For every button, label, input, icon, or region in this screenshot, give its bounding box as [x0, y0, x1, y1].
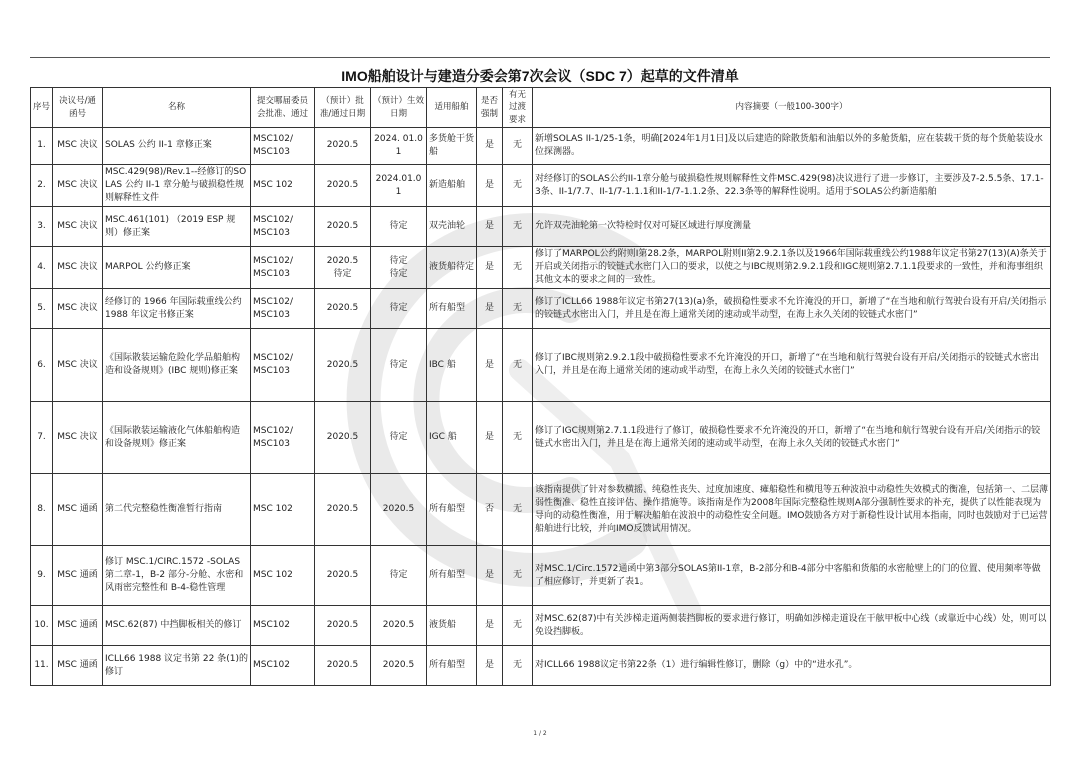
cell-mandatory: 是 [477, 128, 503, 165]
cell-res: MSC 决议 [53, 402, 103, 474]
col-header-seq: 序号 [31, 88, 53, 128]
cell-name: 修订 MSC.1/CIRC.1572 -SOLAS 第二章-1，B-2 部分-分舱、水密和风雨密完整性和 B-4-稳性管理 [103, 546, 251, 606]
cell-summary: 修订了IBC规则第2.9.2.1段中破损稳性要求不允许淹没的开口，新增了“在当地和航行驾驶台设有开启/关闭指示的铰链式水密出入门，并且是在海上通常关闭的速动或半动型，在海上永久关闭的铰链式水密门” [533, 329, 1051, 402]
cell-approve: 2020.5 [315, 207, 371, 247]
table-row [31, 247, 1051, 289]
cell-effective: 2024. 01.01 [371, 128, 427, 165]
cell-effective: 待定 [371, 402, 427, 474]
cell-ship: 所有船型 [427, 546, 477, 606]
cell-approve: 2020.5 [315, 329, 371, 402]
cell-transition: 无 [503, 606, 533, 646]
cell-mandatory: 是 [477, 207, 503, 247]
cell-approve: 2020.5 [315, 165, 371, 207]
cell-summary: 修订了IGC规则第2.7.1.1段进行了修订，破损稳性要求不允许淹没的开口，新增了“在当地和航行驾驶台设有开启/关闭指示的铰链式水密出入门，并且是在海上通常关闭的速动或半动型，在海上永久关闭的铰链式水密门” [533, 402, 1051, 474]
cell-name: MSC.62(87) 中挡脚板相关的修订 [103, 606, 251, 646]
cell-name: 《国际散装运输危险化学品船舶构造和设备规则》(IBC 规则)修正案 [103, 329, 251, 402]
cell-transition: 无 [503, 546, 533, 606]
cell-ship: IGC 船 [427, 402, 477, 474]
cell-committee: MSC102/ MSC103 [251, 207, 315, 247]
cell-ship: 液货船 [427, 606, 477, 646]
cell-summary: 对MSC.62(87)中有关涉梯走道两侧装挡脚板的要求进行修订，明确如涉梯走道设在干舷甲板中心线（或靠近中心线）处，则可以免设挡脚板。 [533, 606, 1051, 646]
cell-committee: MSC102/ MSC103 [251, 329, 315, 402]
cell-effective: 待定 [371, 289, 427, 329]
cell-mandatory: 否 [477, 474, 503, 546]
cell-seq: 5. [31, 289, 53, 329]
cell-mandatory: 是 [477, 289, 503, 329]
cell-seq: 4. [31, 247, 53, 289]
cell-seq: 1. [31, 128, 53, 165]
cell-res: MSC 决议 [53, 165, 103, 207]
table-row [31, 289, 1051, 329]
cell-effective: 2020.5 [371, 606, 427, 646]
col-header-summary: 内容摘要（一般100-300字） [533, 88, 1051, 128]
cell-name: 第二代完整稳性衡准暂行指南 [103, 474, 251, 546]
cell-summary: 对ICLL66 1988议定书第22条（1）进行编辑性修订，删除（g）中的“进水孔”。 [533, 646, 1051, 686]
cell-summary: 修订了ICLL66 1988年议定书第27(13)(a)条，破损稳性要求不允许淹没的开口，新增了“在当地和航行驾驶台设有开启/关闭指示的铰链式水密出入门，并且是在海上通常关闭的速动或半动型，在海上永久关闭的铰链式水密门” [533, 289, 1051, 329]
cell-summary: 对经修订的SOLAS公约II-1章分舱与破损稳性规则解释性文件MSC.429(98)决议进行了进一步修订，主要涉及7-2.5.5条、17.1-3条、II-1/7.7、II-1/7-1.1.1和II-1/7-1.1.2条、22.3条等的解释性说明。适用于SOLAS公约新造船舶 [533, 165, 1051, 207]
cell-ship: 所有船型 [427, 474, 477, 546]
cell-res: MSC 决议 [53, 289, 103, 329]
cell-summary: 新增SOLAS II-1/25-1条，明确[2024年1月1日]及以后建造的除散货船和油船以外的多舱货船，应在装载干货的每个货舱装设水位探测器。 [533, 128, 1051, 165]
cell-summary: 修订了MARPOL公约附则I第28.2条，MARPOL附则II第2.9.2.1条以及1966年国际载重线公约1988年议定书第27(13)(A)条关于开启或关闭指示的铰链式水密门入口的要求，以使之与IBC规则第2.9.2.1段和IGC规则第2.7.1.1段要求的一致性，并和海事组织其他文本的要求之间的一致性。 [533, 247, 1051, 289]
cell-seq: 2. [31, 165, 53, 207]
cell-approve: 2020.5 [315, 646, 371, 686]
table-row [31, 606, 1051, 646]
col-header-approve: （预计）批准/通过日期 [315, 88, 371, 128]
cell-approve: 2020.5 待定 [315, 247, 371, 289]
cell-mandatory: 是 [477, 606, 503, 646]
cell-ship: IBC 船 [427, 329, 477, 402]
cell-committee: MSC 102 [251, 474, 315, 546]
col-header-name: 名称 [103, 88, 251, 128]
col-header-effective: （预计）生效日期 [371, 88, 427, 128]
cell-summary: 该指南提供了针对参数横摇、纯稳性丧失、过度加速度、瘫船稳性和横甩等五种波浪中动稳性失效模式的衡准，包括第一、二层薄弱性衡准、稳性直接评估、操作措施等。该指南是作为2008年国际完整稳性规则A部分强制性要求的补充，提供了以性能表现为导向的动稳性衡准，用于解决船舶在波浪中的动稳性安全问题。IMO鼓励各方对于新稳性设计试用本指南，同时也鼓励对于已运营船舶进行比较，并向IMO反馈试用情况。 [533, 474, 1051, 546]
cell-mandatory: 是 [477, 329, 503, 402]
cell-effective: 待定 [371, 329, 427, 402]
table-row [31, 207, 1051, 247]
cell-approve: 2020.5 [315, 474, 371, 546]
table-row [31, 128, 1051, 165]
cell-res: MSC 通函 [53, 546, 103, 606]
cell-approve: 2020.5 [315, 402, 371, 474]
table-row [31, 646, 1051, 686]
cell-transition: 无 [503, 474, 533, 546]
cell-seq: 8. [31, 474, 53, 546]
cell-ship: 双壳油轮 [427, 207, 477, 247]
cell-res: MSC 通函 [53, 646, 103, 686]
cell-name: MARPOL 公约修正案 [103, 247, 251, 289]
cell-committee: MSC102 [251, 606, 315, 646]
cell-seq: 6. [31, 329, 53, 402]
table-row [31, 546, 1051, 606]
cell-seq: 7. [31, 402, 53, 474]
cell-transition: 无 [503, 207, 533, 247]
cell-effective: 2024.01.01 [371, 165, 427, 207]
table-row [31, 474, 1051, 546]
cell-committee: MSC102/ MSC103 [251, 402, 315, 474]
document-table [30, 87, 1051, 686]
cell-mandatory: 是 [477, 247, 503, 289]
cell-name: 《国际散装运输液化气体船舶构造和设备规则》修正案 [103, 402, 251, 474]
table-row [31, 329, 1051, 402]
table-row [31, 165, 1051, 207]
cell-approve: 2020.5 [315, 289, 371, 329]
cell-effective: 2020.5 [371, 646, 427, 686]
cell-approve: 2020.5 [315, 546, 371, 606]
cell-approve: 2020.5 [315, 606, 371, 646]
cell-mandatory: 是 [477, 165, 503, 207]
cell-seq: 3. [31, 207, 53, 247]
cell-committee: MSC 102 [251, 546, 315, 606]
cell-transition: 无 [503, 646, 533, 686]
header-row [31, 88, 1051, 128]
cell-transition: 无 [503, 329, 533, 402]
cell-committee: MSC102 [251, 646, 315, 686]
cell-res: MSC 决议 [53, 329, 103, 402]
cell-res: MSC 通函 [53, 474, 103, 546]
cell-committee: MSC102/ MSC103 [251, 128, 315, 165]
cell-ship: 液货船待定 [427, 247, 477, 289]
cell-ship: 多货舱干货船 [427, 128, 477, 165]
cell-res: MSC 通函 [53, 606, 103, 646]
col-header-mandatory: 是否强制 [477, 88, 503, 128]
cell-transition: 无 [503, 247, 533, 289]
page-number: 1 / 2 [533, 730, 547, 737]
cell-name: MSC.429(98)/Rev.1--经修订的SOLAS 公约 II-1 章分舱与破损稳性规则解释性文件 [103, 165, 251, 207]
cell-transition: 无 [503, 289, 533, 329]
cell-mandatory: 是 [477, 646, 503, 686]
cell-name: MSC.461(101) （2019 ESP 规则）修正案 [103, 207, 251, 247]
cell-committee: MSC102/ MSC103 [251, 289, 315, 329]
cell-res: MSC 决议 [53, 128, 103, 165]
cell-name: ICLL66 1988 议定书第 22 条(1)的修订 [103, 646, 251, 686]
document-title: IMO船舶设计与建造分委会第7次会议（SDC 7）起草的文件清单 [341, 68, 739, 84]
cell-effective: 待定 待定 [371, 247, 427, 289]
cell-res: MSC 决议 [53, 207, 103, 247]
col-header-transition: 有无过渡要求 [503, 88, 533, 128]
col-header-res: 决议号/通函号 [53, 88, 103, 128]
col-header-committee: 提交哪届委员会批准、通过 [251, 88, 315, 128]
cell-committee: MSC 102 [251, 165, 315, 207]
cell-approve: 2020.5 [315, 128, 371, 165]
cell-ship: 新造船舶 [427, 165, 477, 207]
cell-name: 经修订的 1966 年国际载重线公约 1988 年议定书修正案 [103, 289, 251, 329]
top-rule [30, 57, 1050, 58]
cell-seq: 9. [31, 546, 53, 606]
cell-summary: 允许双壳油轮第一次特检时仅对可疑区域进行厚度测量 [533, 207, 1051, 247]
cell-seq: 11. [31, 646, 53, 686]
cell-effective: 2020.5 [371, 474, 427, 546]
cell-name: SOLAS 公约 II-1 章修正案 [103, 128, 251, 165]
col-header-ship: 适用船舶 [427, 88, 477, 128]
cell-summary: 对MSC.1/Circ.1572通函中第3部分SOLAS第II-1章，B-2部分和B-4部分中客船和货船的水密舱壁上的门的位置、使用频率等做了相应修订，并更新了表1。 [533, 546, 1051, 606]
cell-transition: 无 [503, 165, 533, 207]
cell-mandatory: 是 [477, 402, 503, 474]
cell-ship: 所有船型 [427, 646, 477, 686]
cell-committee: MSC102/ MSC103 [251, 247, 315, 289]
cell-effective: 待定 [371, 207, 427, 247]
cell-mandatory: 是 [477, 546, 503, 606]
cell-transition: 无 [503, 402, 533, 474]
cell-ship: 所有船型 [427, 289, 477, 329]
cell-res: MSC 决议 [53, 247, 103, 289]
table-row [31, 402, 1051, 474]
cell-transition: 无 [503, 128, 533, 165]
cell-effective: 待定 [371, 546, 427, 606]
cell-seq: 10. [31, 606, 53, 646]
